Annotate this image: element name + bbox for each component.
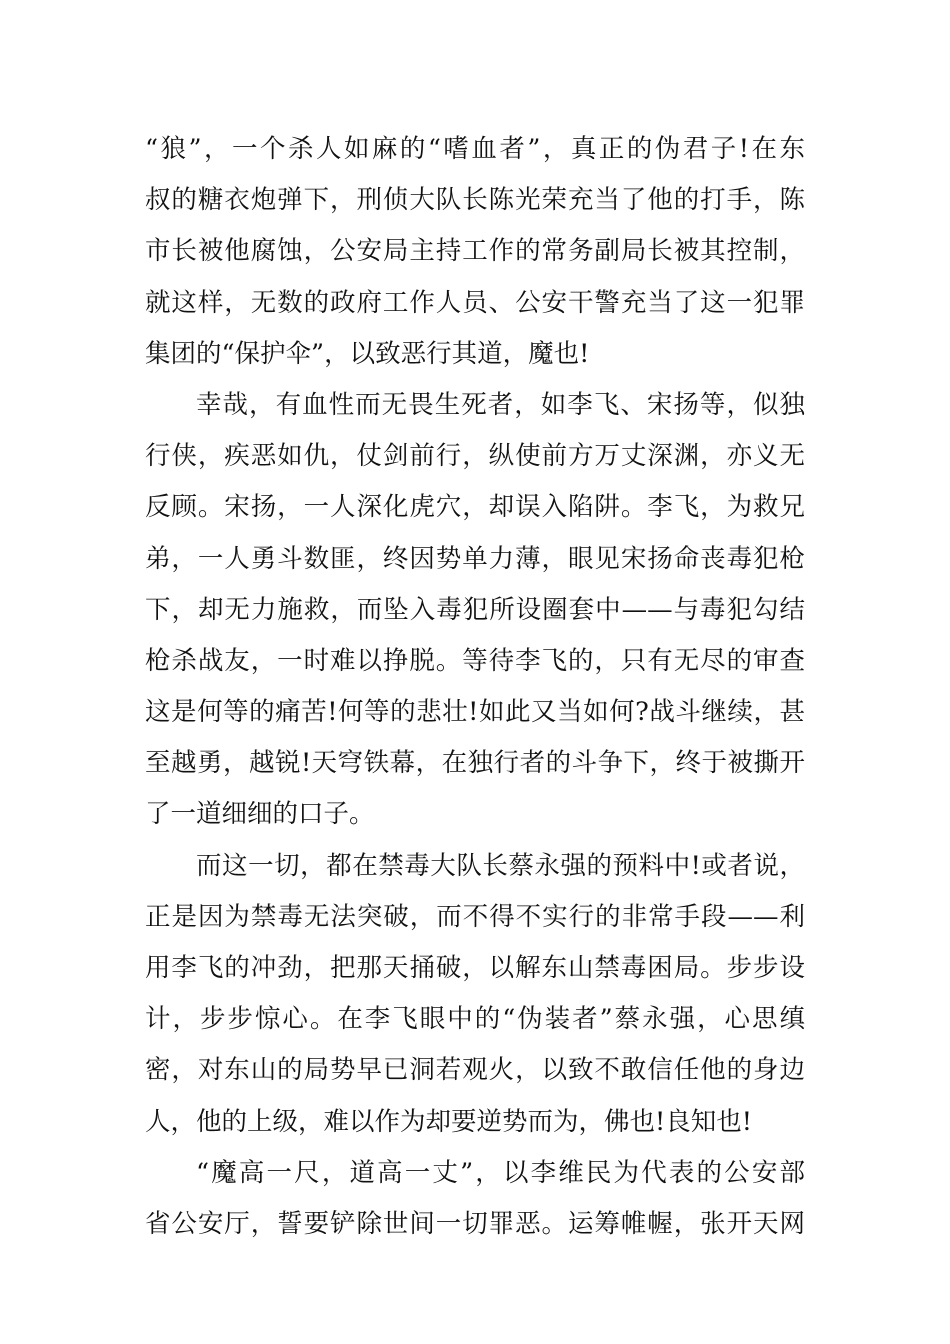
text-line: 而这一切，都在禁毒大队长蔡永强的预料中!或者说， [196, 850, 805, 881]
text-line: 下，却无力施救，而坠入毒犯所设圈套中——与毒犯勾结 [145, 594, 805, 625]
text-line: 人，他的上级，难以作为却要逆势而为，佛也!良知也! [145, 1106, 752, 1137]
text-line: 计，步步惊心。在李飞眼中的“伪装者”蔡永强，心思缜 [145, 1004, 805, 1035]
text-line: 省公安厅，誓要铲除世间一切罪恶。运筹帷幄，张开天网 [145, 1208, 805, 1239]
text-line: 反顾。宋扬，一人深化虎穴，却误入陷阱。李飞，为救兄 [145, 492, 805, 523]
text-line: 了一道细细的口子。 [145, 799, 375, 830]
text-line: 至越勇，越锐!天穹铁幕，在独行者的斗争下，终于被撕开 [145, 748, 805, 779]
text-line: 正是因为禁毒无法突破，而不得不实行的非常手段——利 [145, 901, 805, 932]
text-line: 就这样，无数的政府工作人员、公安干警充当了这一犯罪 [145, 287, 805, 318]
text-line: “魔高一尺，道高一丈”，以李维民为代表的公安部 [196, 1157, 805, 1188]
text-line: 枪杀战友，一时难以挣脱。等待李飞的，只有无尽的审查 [145, 645, 805, 676]
text-line: 叔的糖衣炮弹下，刑侦大队长陈光荣充当了他的打手，陈 [145, 185, 805, 216]
text-line: 集团的“保护伞”，以致恶行其道，魔也! [145, 338, 590, 369]
text-line: 这是何等的痛苦!何等的悲壮!如此又当如何?战斗继续，甚 [145, 697, 805, 728]
text-line: 用李飞的冲劲，把那天捅破，以解东山禁毒困局。步步设 [145, 953, 805, 983]
text-line: 幸哉，有血性而无畏生死者，如李飞、宋扬等，似独 [196, 389, 805, 420]
text-line: 密，对东山的局势早已洞若观火，以致不敢信任他的身边 [145, 1055, 805, 1086]
text-line: 行侠，疾恶如仇，仗剑前行，纵使前方万丈深渊，亦义无 [145, 441, 805, 472]
text-line: 弟，一人勇斗数匪，终因势单力薄，眼见宋扬命丧毒犯枪 [145, 543, 805, 574]
text-line: 市长被他腐蚀，公安局主持工作的常务副局长被其控制， [145, 236, 805, 267]
text-line: “狼”，一个杀人如麻的“嗜血者”，真正的伪君子!在东 [145, 134, 805, 164]
body-text [145, 124, 805, 1250]
